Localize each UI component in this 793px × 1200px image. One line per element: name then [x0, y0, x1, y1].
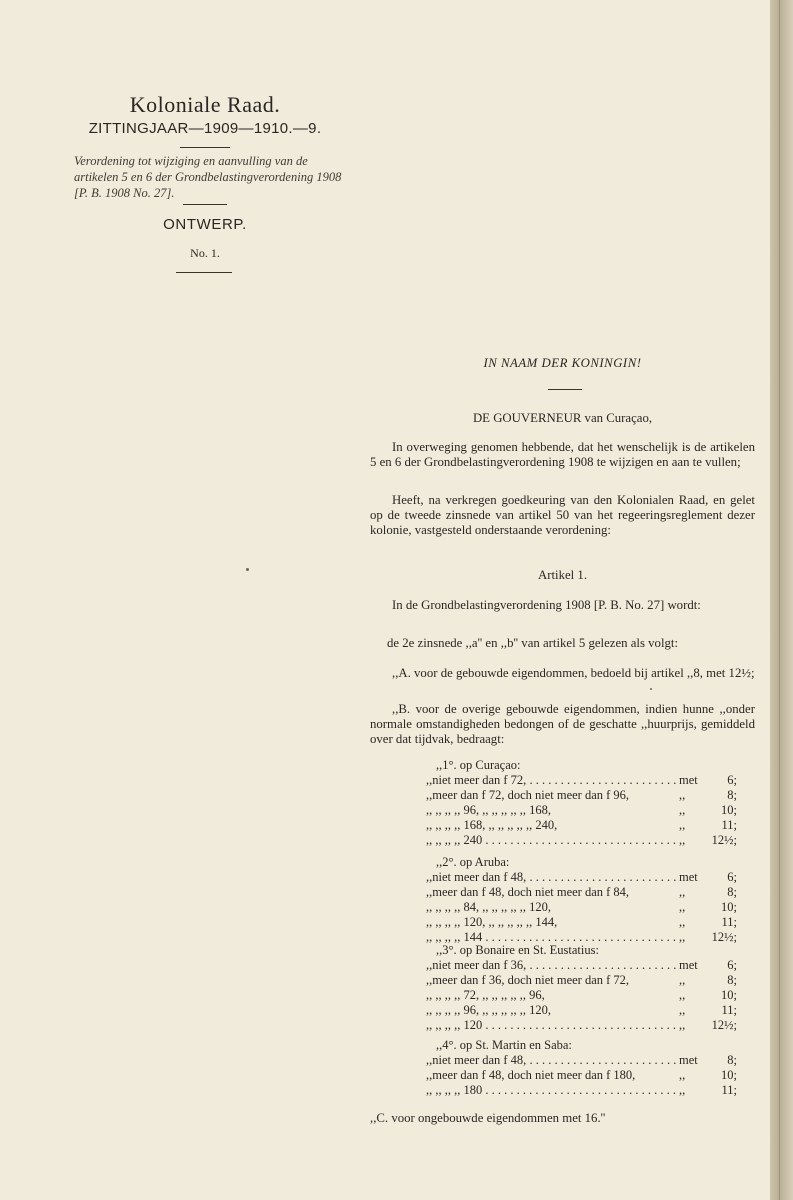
page-edge [770, 0, 793, 1200]
session-year: ZITTINGJAAR—1909—1910.—9. [88, 120, 322, 137]
council-title: Koloniale Raad. [129, 92, 281, 117]
table-row: ,, ,, ,, ,, 240 . . . ,, 12½; [426, 833, 737, 848]
rate-table-title: ,,1°. op Curaçao: [436, 758, 521, 772]
divider [180, 147, 230, 148]
table-row: ,,meer dan f 72, doch niet meer dan f 96, ,, 8; [426, 788, 737, 802]
table-row: ,, ,, ,, ,, 144 . . . ,, 12½; [426, 930, 737, 945]
table-row: ,,niet meer dan f 48, . . . met 8; [426, 1053, 737, 1068]
table-row: ,,niet meer dan f 36, . . . met 6; [426, 958, 737, 973]
table-row: ,, ,, ,, ,, 72, ,, ,, ,, ,, ,, 96, ,, 10; [426, 988, 737, 1002]
rate-table-bonaire [426, 943, 737, 1033]
table-row: ,,meer dan f 48, doch niet meer dan f 84, ,, 8; [426, 885, 737, 899]
royal-heading: IN NAAM DER KONINGIN! [483, 356, 642, 370]
table-row: ,,niet meer dan f 72, . . . met 6; [426, 773, 737, 788]
divider [176, 272, 232, 273]
clause-b: ,,B. voor de overige gebouwde eigendommen, indien hunne ,,onder normale omstandigheden bedongen of de geschatte ,,huurprijs, gemiddeld over dat tijdvak, bedraagt: [370, 702, 755, 746]
article-intro: In de Grondbelastingverordening 1908 [P. B. No. 27] wordt: [392, 598, 701, 612]
draft-label: ONTWERP. [163, 216, 247, 233]
rate-table-title: ,,2°. op Aruba: [436, 855, 510, 869]
table-row: ,, ,, ,, ,, 96, ,, ,, ,, ,, ,, 120, ,, 11; [426, 1003, 737, 1017]
enactment-paragraph: Heeft, na verkregen goedkeuring van den Kolonialen Raad, en gelet op de tweede zinsnede van artikel 50 van het regeeringsreglement dezer kolonie, vastgesteld onderstaande verordening: [370, 493, 755, 537]
considering-paragraph: In overweging genomen hebbende, dat het wenschelijk is de artikelen 5 en 6 der Grondbelastingverordening 1908 te wijzigen en aan te vullen; [370, 440, 755, 469]
rate-table-curacao [426, 758, 737, 848]
clause-reference: de 2e zinsnede ,,a'' en ,,b'' van artikel 5 gelezen als volgt: [387, 636, 679, 650]
article-title: Artikel 1. [537, 568, 588, 582]
table-row: ,,niet meer dan f 48, . . . met 6; [426, 870, 737, 885]
divider [548, 389, 582, 390]
rate-table-title: ,,4°. op St. Martin en Saba: [436, 1038, 572, 1052]
clause-a: ,,A. voor de gebouwde eigendommen, bedoeld bij artikel ,,8, met 12½; [392, 666, 755, 680]
paper-speck [246, 568, 249, 571]
clause-c: ,,C. voor ongebouwde eigendommen met 16.'' [370, 1111, 606, 1125]
table-row: ,, ,, ,, ,, 120 . . . ,, 12½; [426, 1018, 737, 1033]
table-row: ,,meer dan f 48, doch niet meer dan f 180, ,, 10; [426, 1068, 737, 1082]
rate-table-st-martin [426, 1038, 737, 1098]
ordinance-subject: Verordening tot wijziging en aanvulling van de artikelen 5 en 6 der Grondbelastingverordening 1908 [P. B. 1908 No. 27]. [74, 154, 342, 200]
divider [183, 204, 227, 205]
rate-table-title: ,,3°. op Bonaire en St. Eustatius: [436, 943, 599, 957]
table-row: ,,meer dan f 36, doch niet meer dan f 72, ,, 8; [426, 973, 737, 987]
document-number: No. 1. [190, 246, 220, 260]
rate-table-aruba [426, 855, 737, 945]
governor-line: DE GOUVERNEUR van Curaçao, [472, 411, 653, 425]
table-row: ,, ,, ,, ,, 180 . . . ,, 11; [426, 1083, 737, 1098]
paper-speck [650, 688, 652, 690]
table-row: ,, ,, ,, ,, 168, ,, ,, ,, ,, ,, 240, ,, 11; [426, 818, 737, 832]
table-row: ,, ,, ,, ,, 96, ,, ,, ,, ,, ,, 168, ,, 10; [426, 803, 737, 817]
table-row: ,, ,, ,, ,, 120, ,, ,, ,, ,, ,, 144, ,, 11; [426, 915, 737, 929]
table-row: ,, ,, ,, ,, 84, ,, ,, ,, ,, ,, 120, ,, 10; [426, 900, 737, 914]
